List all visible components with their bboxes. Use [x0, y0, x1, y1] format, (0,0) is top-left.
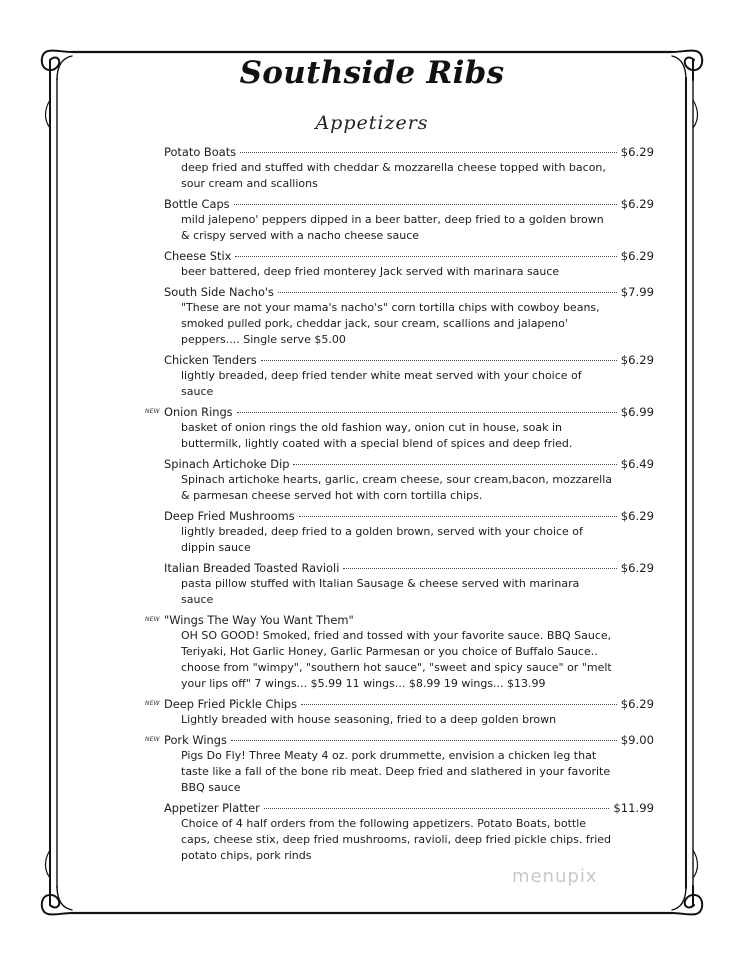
- dot-leader: [234, 204, 617, 205]
- dot-leader: [264, 808, 610, 809]
- item-description: Lightly breaded with house seasoning, fried to a deep golden brown: [181, 713, 557, 726]
- item-name: Bottle Caps: [164, 197, 230, 211]
- menu-item: [164, 249, 654, 280]
- dot-leader: [235, 256, 616, 257]
- section-title: Appetizers: [315, 112, 429, 134]
- dot-leader: [278, 292, 617, 293]
- dot-leader: [237, 412, 617, 413]
- item-description: Spinach artichoke hearts, garlic, cream cheese, sour cream,bacon, mozzarella & parmesan cheese served hot with corn tortilla chips.: [181, 473, 613, 502]
- item-price: $6.29: [620, 561, 654, 575]
- item-name: Cheese Stix: [164, 249, 232, 263]
- item-name: Spinach Artichoke Dip: [164, 457, 290, 471]
- dot-leader: [261, 360, 617, 361]
- menu-item: [145, 697, 654, 728]
- menu-item: [145, 613, 654, 692]
- item-description: Pigs Do Fly! Three Meaty 4 oz. pork drummette, envision a chicken leg that taste like a fall of the bone rib meat. Deep fried and slathered in your favorite BBQ sauce: [181, 749, 611, 794]
- item-name: "Wings The Way You Want Them": [164, 613, 354, 627]
- item-price: $7.99: [620, 285, 654, 299]
- menu-item: [164, 353, 654, 400]
- dot-leader: [301, 704, 617, 705]
- menu-item: [164, 801, 654, 864]
- menu-item: [164, 145, 654, 192]
- dot-leader: [299, 516, 617, 517]
- item-name: Appetizer Platter: [164, 801, 260, 815]
- item-name: South Side Nacho's: [164, 285, 274, 299]
- item-price: $6.29: [620, 697, 654, 711]
- restaurant-name: Southside Ribs: [239, 55, 505, 91]
- item-price: $11.99: [613, 801, 654, 815]
- item-description: basket of onion rings the old fashion way, onion cut in house, soak in buttermilk, lightly coated with a special blend of spices and deep fried.: [181, 421, 573, 450]
- menu-item: [164, 561, 654, 608]
- dot-leader: [343, 568, 616, 569]
- menu-list: [145, 145, 654, 869]
- item-description: beer battered, deep fried monterey Jack served with marinara sauce: [181, 265, 560, 278]
- dot-leader: [293, 464, 616, 465]
- item-description: pasta pillow stuffed with Italian Sausage & cheese served with marinara sauce: [181, 577, 580, 606]
- item-name: Italian Breaded Toasted Ravioli: [164, 561, 340, 575]
- new-badge: NEW: [145, 736, 160, 743]
- item-name: Potato Boats: [164, 145, 237, 159]
- item-price: $9.00: [620, 733, 654, 747]
- item-name: Deep Fried Pickle Chips: [164, 697, 298, 711]
- dot-leader: [231, 740, 617, 741]
- item-price: $6.29: [620, 145, 654, 159]
- watermark: menupix: [512, 866, 598, 887]
- dot-leader: [240, 152, 617, 153]
- item-description: Choice of 4 half orders from the following appetizers. Potato Boats, bottle caps, cheese stix, deep fried mushrooms, ravioli, deep fried pickle chips. fried potato chips, pork rinds: [181, 817, 612, 862]
- item-description: lightly breaded, deep fried to a golden brown, served with your choice of dippin sauce: [181, 525, 583, 554]
- menu-item: [164, 457, 654, 504]
- new-badge: NEW: [145, 616, 160, 623]
- menu-item: [164, 197, 654, 244]
- menu-item: [164, 285, 654, 348]
- menu-item: [145, 405, 654, 452]
- item-description: mild jalepeno' peppers dipped in a beer batter, deep fried to a golden brown & crispy served with a nacho cheese sauce: [181, 213, 604, 242]
- item-price: $6.29: [620, 197, 654, 211]
- item-price: $6.99: [620, 405, 654, 419]
- item-description: OH SO GOOD! Smoked, fried and tossed with your favorite sauce. BBQ Sauce, Teriyaki, Hot Garlic Honey, Garlic Parmesan or you choice of Buffalo Sauce.. choose from "wimpy", "southern hot sauce", "sweet and spicy sauce" or "melt your lips off" 7 wings... $5.99 11 wings... $8.99 19 wings... $13.99: [181, 629, 612, 690]
- item-price: $6.29: [620, 509, 654, 523]
- menu-item: [164, 509, 654, 556]
- item-description: lightly breaded, deep fried tender white meat served with your choice of sauce: [181, 369, 582, 398]
- item-price: $6.29: [620, 249, 654, 263]
- item-name: Pork Wings: [164, 733, 227, 747]
- new-badge: NEW: [145, 408, 160, 415]
- item-description: deep fried and stuffed with cheddar & mozzarella cheese topped with bacon, sour cream and scallions: [181, 161, 606, 190]
- item-name: Deep Fried Mushrooms: [164, 509, 295, 523]
- item-price: $6.49: [620, 457, 654, 471]
- item-price: $6.29: [620, 353, 654, 367]
- item-name: Onion Rings: [164, 405, 233, 419]
- item-name: Chicken Tenders: [164, 353, 257, 367]
- menu-item: [145, 733, 654, 796]
- new-badge: NEW: [145, 700, 160, 707]
- item-description: "These are not your mama's nacho's" corn tortilla chips with cowboy beans, smoked pulled pork, cheddar jack, sour cream, scallions and jalapeno' peppers.... Single serve $5.00: [181, 301, 600, 346]
